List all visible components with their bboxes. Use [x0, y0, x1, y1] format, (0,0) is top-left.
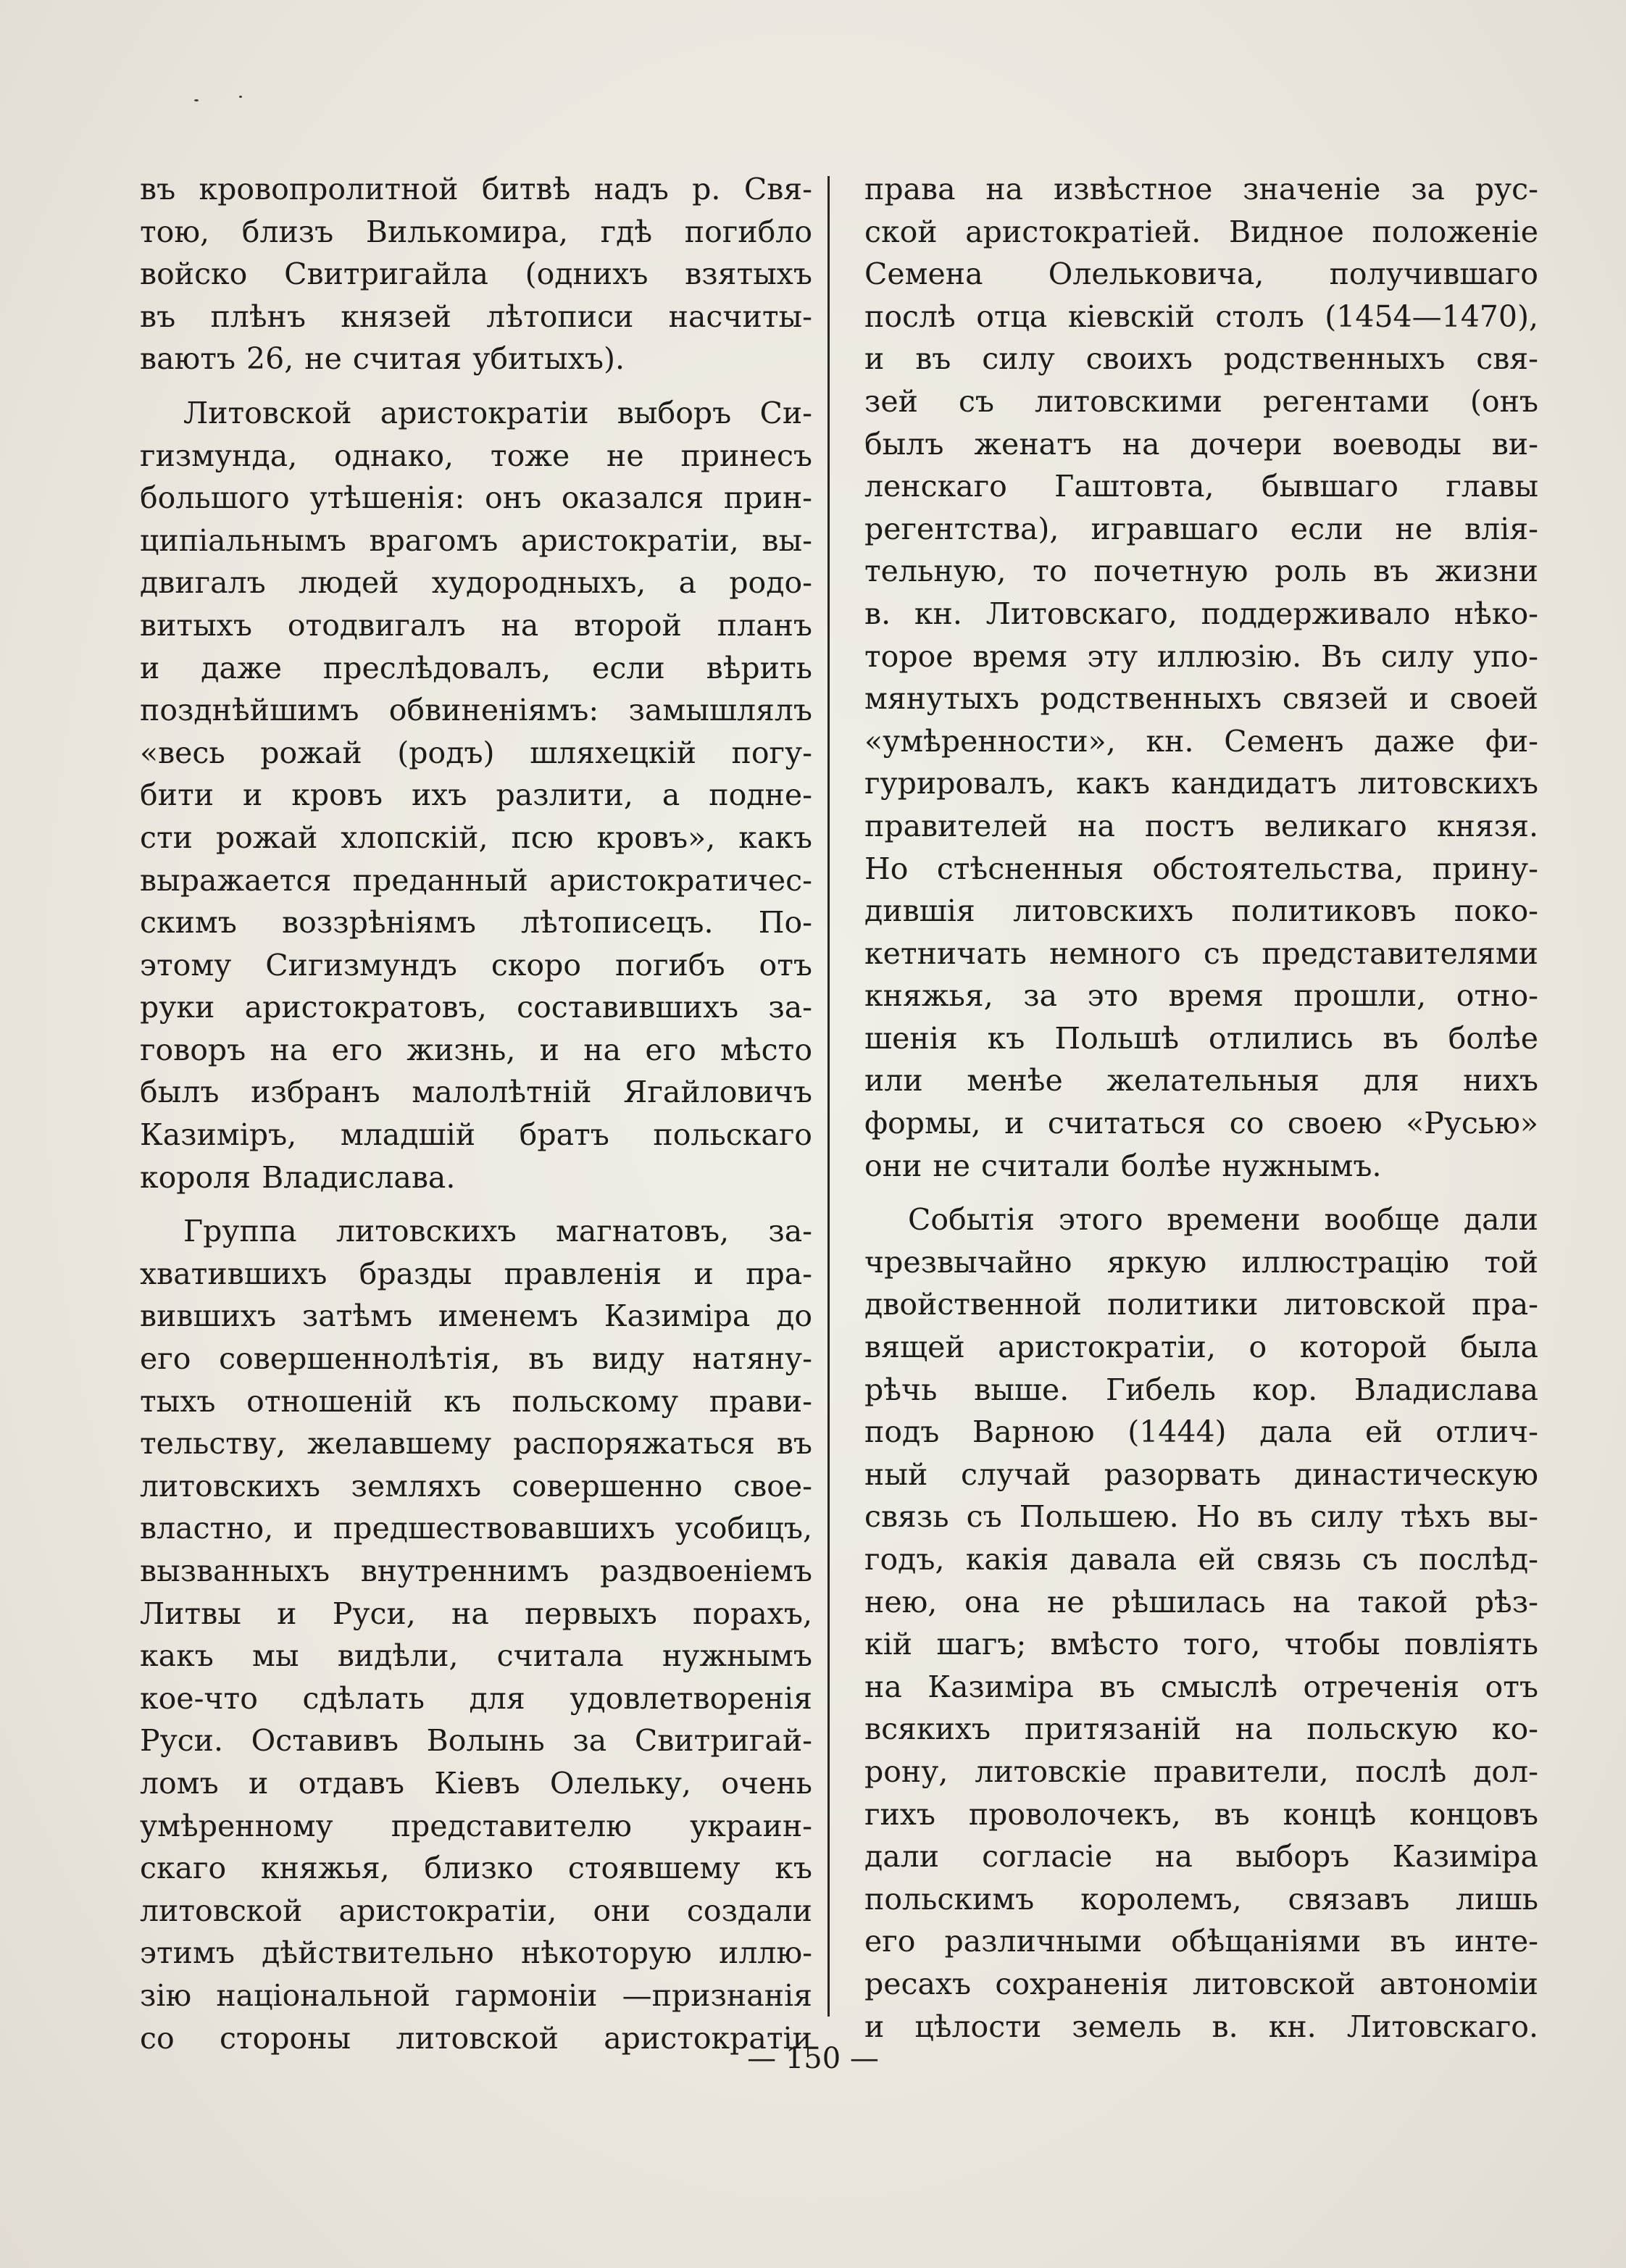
text-line: гихъ проволочекъ, въ концѣ концовъ [864, 1796, 1538, 1832]
text-line: тыхъ отношеній къ польскому прави- [140, 1383, 812, 1419]
text-line: послѣ отца кіевскій столъ (1454—1470), [864, 299, 1538, 334]
text-line: чрезвычайно яркую иллюстрацію той [864, 1244, 1538, 1280]
text-line: Событія этого времени вообще дали [908, 1202, 1538, 1238]
text-line: зей съ литовскими регентами (онъ [864, 383, 1538, 419]
text-line: тельству, желавшему распоряжаться въ [140, 1426, 812, 1462]
text-line: его различными обѣщаніями въ инте- [864, 1924, 1538, 1959]
text-line: всякихъ притязаній на польскую ко- [864, 1712, 1538, 1747]
text-line: княжья, за это время прошли, отно- [864, 978, 1538, 1014]
text-line: вившихъ затѣмъ именемъ Казиміра до [140, 1298, 812, 1334]
text-line: въ кровопролитной битвѣ надъ р. Свя- [140, 172, 812, 207]
text-line: ленскаго Гаштовта, бывшаго главы [864, 469, 1538, 504]
text-line: ресахъ сохраненія литовской автономіи [864, 1966, 1538, 2001]
text-line: «умѣренности», кн. Семенъ даже фи- [864, 723, 1538, 759]
paragraph-gap [140, 1198, 812, 1210]
text-line: они не считали болѣе нужнымъ. [864, 1148, 1382, 1183]
text-line: дали согласіе на выборъ Казиміра [864, 1839, 1538, 1875]
text-line: в. кн. Литовскаго, поддерживало нѣко- [864, 596, 1538, 631]
text-line: скимъ воззрѣніямъ лѣтописецъ. По- [140, 905, 812, 941]
text-line: литовской аристократіи, они создали [140, 1893, 812, 1928]
text-line: сти рожай хлопскій, псю кровъ», какъ [140, 820, 812, 855]
text-line: властно, и предшествовавшихъ усобицъ, [140, 1511, 812, 1546]
text-line: позднѣйшимъ обвиненіямъ: замышлялъ [140, 693, 812, 728]
text-line: Руси. Оставивъ Волынь за Свитригай- [140, 1723, 812, 1759]
text-line: гурировалъ, какъ кандидатъ литовскихъ [864, 766, 1538, 801]
text-line: ваютъ 26, не считая убитыхъ). [140, 341, 625, 377]
text-line: торое время эту иллюзію. Въ силу упо- [864, 638, 1538, 674]
text-line: короля Владислава. [140, 1159, 456, 1195]
text-line: правителей на постъ великаго князя. [864, 808, 1538, 843]
text-line: кій шагъ; вмѣсто того, чтобы повліять [864, 1627, 1538, 1662]
text-line: годъ, какія давала ей связь съ послѣд- [864, 1542, 1538, 1577]
page-number: — 150 — [747, 2042, 879, 2075]
text-line: тою, близъ Вилькомира, гдѣ погибло [140, 214, 812, 249]
text-line: шенія къ Польшѣ отлились въ болѣе [864, 1020, 1538, 1056]
text-line: хватившихъ бразды правленія и пра- [140, 1256, 812, 1291]
text-line: вызванныхъ внутреннимъ раздвоеніемъ [140, 1554, 812, 1588]
text-line: умѣренному представителю украин- [140, 1808, 812, 1843]
text-line: этому Сигизмундъ скоро погибъ отъ [140, 947, 812, 983]
text-line: кетничать немного съ представителями [864, 935, 1538, 971]
text-line: права на извѣстное значеніе за рус- [864, 172, 1538, 207]
text-line: нею, она не рѣшилась на такой рѣз- [864, 1584, 1538, 1619]
text-line: этимъ дѣйствительно нѣкоторую иллю- [140, 1935, 812, 1971]
text-line: двигалъ людей худородныхъ, а родо- [140, 565, 812, 601]
text-line: говоръ на его жизнь, и на его мѣсто [140, 1032, 812, 1067]
text-line: рѣчь выше. Гибель кор. Владислава [864, 1372, 1538, 1407]
text-line: кое-что сдѣлать для удовлетворенія [140, 1680, 812, 1716]
text-line: мянутыхъ родственныхъ связей и своей [864, 681, 1538, 717]
right-text-column [864, 168, 1538, 2048]
text-line: ципіальнымъ врагомъ аристократіи, вы- [140, 522, 812, 558]
text-line: большого утѣшенія: онъ оказался прин- [140, 480, 812, 516]
ink-speck [194, 99, 199, 101]
text-line: выражается преданный аристократичес- [140, 862, 812, 898]
text-line: и даже преслѣдовалъ, если вѣрить [140, 650, 812, 685]
text-line: и въ силу своихъ родственныхъ свя- [864, 341, 1538, 377]
text-line: скаго княжья, близко стоявшему къ [140, 1851, 812, 1886]
text-line: со стороны литовской аристократіи [140, 2020, 812, 2056]
paragraph-gap [864, 1187, 1538, 1198]
text-line: ный случай разорвать династическую [864, 1456, 1538, 1492]
text-line: въ плѣнъ князей лѣтописи насчиты- [140, 299, 812, 334]
text-line: витыхъ отодвигалъ на второй планъ [140, 607, 812, 643]
text-line: «весь рожай (родъ) шляхецкій погу- [140, 735, 812, 770]
paragraph-gap [140, 380, 812, 392]
text-line: войско Свитригайла (однихъ взятыхъ [140, 257, 812, 292]
text-line: зію національной гармоніи —признанія [140, 1977, 812, 2013]
text-line: вящей аристократіи, о которой была [864, 1330, 1538, 1365]
text-line: тельную, то почетную роль въ жизни [864, 554, 1538, 589]
text-line: Но стѣсненныя обстоятельства, прину- [864, 851, 1538, 886]
left-text-column [140, 168, 812, 2059]
text-line: гизмунда, однако, тоже не принесъ [140, 438, 812, 473]
text-line: Семена Олельковича, получившаго [864, 257, 1538, 292]
text-line: бити и кровъ ихъ разлити, а поднe- [140, 777, 812, 813]
text-line: былъ избранъ малолѣтній Ягайловичъ [140, 1075, 812, 1110]
column-divider-rule [827, 176, 830, 2017]
text-line: литовскихъ земляхъ совершенно свое- [140, 1468, 812, 1504]
text-line: рону, литовскіе правители, послѣ дол- [864, 1754, 1538, 1789]
text-line: былъ женатъ на дочери воеводы ви- [864, 426, 1538, 462]
text-line: ской аристократіей. Видное положеніе [864, 214, 1538, 249]
text-line: какъ мы видѣли, считала нужнымъ [140, 1638, 812, 1674]
text-line: или менѣе желательныя для нихъ [864, 1063, 1538, 1098]
text-line: Литовской аристократіи выборъ Си- [183, 395, 812, 430]
text-line: связь съ Польшею. Но въ силу тѣхъ вы- [864, 1499, 1538, 1535]
text-line: польскимъ королемъ, связавъ лишь [864, 1881, 1538, 1917]
text-line: регентства), игравшаго если не влія- [864, 511, 1538, 546]
text-line: Литвы и Руси, на первыхъ порахъ, [140, 1596, 812, 1631]
ink-speck [239, 96, 242, 98]
text-line: Казиміръ, младшій братъ польскаго [140, 1117, 812, 1153]
text-line: ломъ и отдавъ Кіевъ Олельку, очень [140, 1765, 812, 1801]
text-line: подъ Варною (1444) дала ей отлич- [864, 1414, 1538, 1450]
text-line: дившія литовскихъ политиковъ поко- [864, 893, 1538, 929]
text-line: руки аристократовъ, составившихъ за- [140, 990, 812, 1025]
text-line: его совершеннолѣтія, въ виду натяну- [140, 1341, 812, 1377]
text-line: на Казиміра въ смыслѣ отреченія отъ [864, 1669, 1538, 1704]
text-line: Группа литовскихъ магнатовъ, за- [183, 1214, 812, 1249]
text-line: формы, и считаться со своею «Русью» [864, 1106, 1538, 1141]
text-line: и цѣлости земель в. кн. Литовскаго. [864, 2009, 1538, 2044]
text-line: двойственной политики литовской пра- [864, 1287, 1538, 1322]
